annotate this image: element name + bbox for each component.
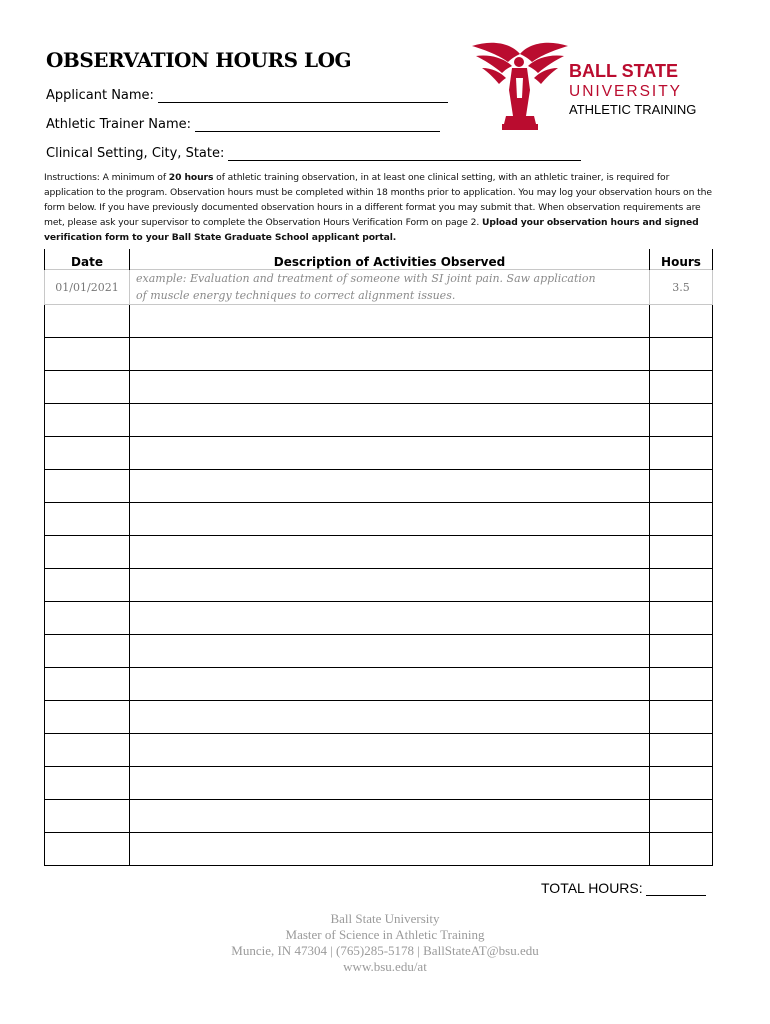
hours-cell[interactable]	[650, 602, 713, 635]
hours-cell[interactable]	[650, 371, 713, 404]
applicant-name-label: Applicant Name:	[46, 88, 154, 103]
athletic-trainer-name-line[interactable]	[195, 119, 440, 132]
date-cell[interactable]	[45, 437, 130, 470]
description-cell[interactable]	[130, 470, 650, 503]
total-hours-line[interactable]	[646, 883, 706, 896]
hours-cell[interactable]	[650, 635, 713, 668]
footer-program: Master of Science in Athletic Training	[285, 927, 485, 942]
date-cell[interactable]	[45, 404, 130, 437]
description-cell[interactable]	[130, 404, 650, 437]
table-row	[45, 404, 713, 437]
date-cell[interactable]	[45, 305, 130, 338]
date-cell[interactable]	[45, 668, 130, 701]
observation-hours-table	[44, 249, 713, 866]
description-cell[interactable]	[130, 437, 650, 470]
upload-instructions: Upload your observation hours and signed verification form to your Ball State Graduate School applicant portal.	[44, 217, 699, 243]
description-cell[interactable]	[130, 602, 650, 635]
description-column-header: Description of Activities Observed	[130, 249, 650, 270]
table-row	[45, 305, 713, 338]
description-cell[interactable]	[130, 569, 650, 602]
hours-cell[interactable]	[650, 404, 713, 437]
date-cell[interactable]	[45, 470, 130, 503]
total-hours-field[interactable]	[541, 880, 706, 896]
table-row	[45, 800, 713, 833]
hours-cell[interactable]	[650, 734, 713, 767]
description-cell[interactable]	[130, 767, 650, 800]
cardinal-statue-logo-icon	[472, 38, 707, 138]
instructions-part1: Instructions: A minimum of	[44, 172, 169, 183]
description-cell[interactable]	[130, 338, 650, 371]
hours-column-header: Hours	[650, 249, 713, 270]
description-cell[interactable]	[130, 503, 650, 536]
example-hours: 3.5	[650, 270, 713, 305]
footer-contact: Muncie, IN 47304 | (765)285-5178 | BallStateAT@bsu.edu	[231, 943, 539, 958]
date-column-header: Date	[45, 249, 130, 270]
hours-cell[interactable]	[650, 833, 713, 866]
hours-cell[interactable]	[650, 767, 713, 800]
table-row	[45, 767, 713, 800]
date-cell[interactable]	[45, 503, 130, 536]
description-cell[interactable]	[130, 734, 650, 767]
description-cell[interactable]	[130, 668, 650, 701]
example-description-line1: example: Evaluation and treatment of someone with SI joint pain. Saw application	[136, 272, 596, 285]
date-cell[interactable]	[45, 833, 130, 866]
footer	[0, 911, 770, 975]
hours-cell[interactable]	[650, 569, 713, 602]
table-row	[45, 470, 713, 503]
table-row	[45, 635, 713, 668]
instructions-hours-required: 20 hours	[168, 172, 214, 183]
date-cell[interactable]	[45, 800, 130, 833]
hours-cell[interactable]	[650, 470, 713, 503]
table-row	[45, 833, 713, 866]
table-row	[45, 536, 713, 569]
hours-cell[interactable]	[650, 668, 713, 701]
date-cell[interactable]	[45, 371, 130, 404]
date-cell[interactable]	[45, 602, 130, 635]
hours-cell[interactable]	[650, 503, 713, 536]
hours-cell[interactable]	[650, 701, 713, 734]
date-cell[interactable]	[45, 767, 130, 800]
instructions-part2: of athletic training observation, in at least one clinical setting, with an athletic trainer, is required for application to the program. Observation hours must be completed within 18 months prior to application. You may log your observation hours on the form below. If you have previously documented observation hours in a different format you may submit that. When observation requirements are met, please ask your supervisor to complete the Observation Hours Verification Form on page 2.	[44, 172, 712, 228]
table-row	[45, 668, 713, 701]
hours-cell[interactable]	[650, 536, 713, 569]
logo-line3: ATHLETIC TRAINING	[569, 102, 697, 117]
logo-line2: UNIVERSITY	[569, 83, 683, 100]
description-cell[interactable]	[130, 371, 650, 404]
hours-cell[interactable]	[650, 437, 713, 470]
instructions-block	[44, 170, 716, 245]
footer-website: www.bsu.edu/at	[343, 959, 427, 974]
table-row	[45, 338, 713, 371]
footer-university: Ball State University	[330, 911, 440, 926]
date-cell[interactable]	[45, 701, 130, 734]
description-cell[interactable]	[130, 800, 650, 833]
example-description-line2: of muscle energy techniques to correct alignment issues.	[136, 289, 456, 302]
description-cell[interactable]	[130, 833, 650, 866]
ball-state-logo	[472, 38, 707, 138]
hours-cell[interactable]	[650, 305, 713, 338]
example-date: 01/01/2021	[45, 270, 130, 305]
table-row	[45, 371, 713, 404]
page-title: OBSERVATION HOURS LOG	[46, 48, 352, 72]
clinical-setting-label: Clinical Setting, City, State:	[46, 146, 225, 161]
athletic-trainer-name-field[interactable]	[46, 117, 440, 132]
clinical-setting-line[interactable]	[228, 148, 581, 161]
example-row	[45, 270, 713, 305]
date-cell[interactable]	[45, 569, 130, 602]
table-row	[45, 503, 713, 536]
date-cell[interactable]	[45, 338, 130, 371]
logo-line1: BALL STATE	[569, 61, 678, 81]
date-cell[interactable]	[45, 536, 130, 569]
applicant-name-field[interactable]	[46, 88, 448, 103]
hours-cell[interactable]	[650, 800, 713, 833]
description-cell[interactable]	[130, 635, 650, 668]
table-header-row	[45, 249, 713, 270]
table-row	[45, 569, 713, 602]
date-cell[interactable]	[45, 734, 130, 767]
athletic-trainer-name-label: Athletic Trainer Name:	[46, 117, 191, 132]
description-cell[interactable]	[130, 701, 650, 734]
applicant-name-line[interactable]	[158, 90, 448, 103]
example-description	[130, 270, 650, 305]
table-row	[45, 602, 713, 635]
description-cell[interactable]	[130, 305, 650, 338]
table-row	[45, 734, 713, 767]
date-cell[interactable]	[45, 635, 130, 668]
table-row	[45, 701, 713, 734]
hours-cell[interactable]	[650, 338, 713, 371]
clinical-setting-field[interactable]	[46, 146, 581, 161]
description-cell[interactable]	[130, 536, 650, 569]
total-hours-label: TOTAL HOURS:	[541, 880, 643, 896]
table-row	[45, 437, 713, 470]
